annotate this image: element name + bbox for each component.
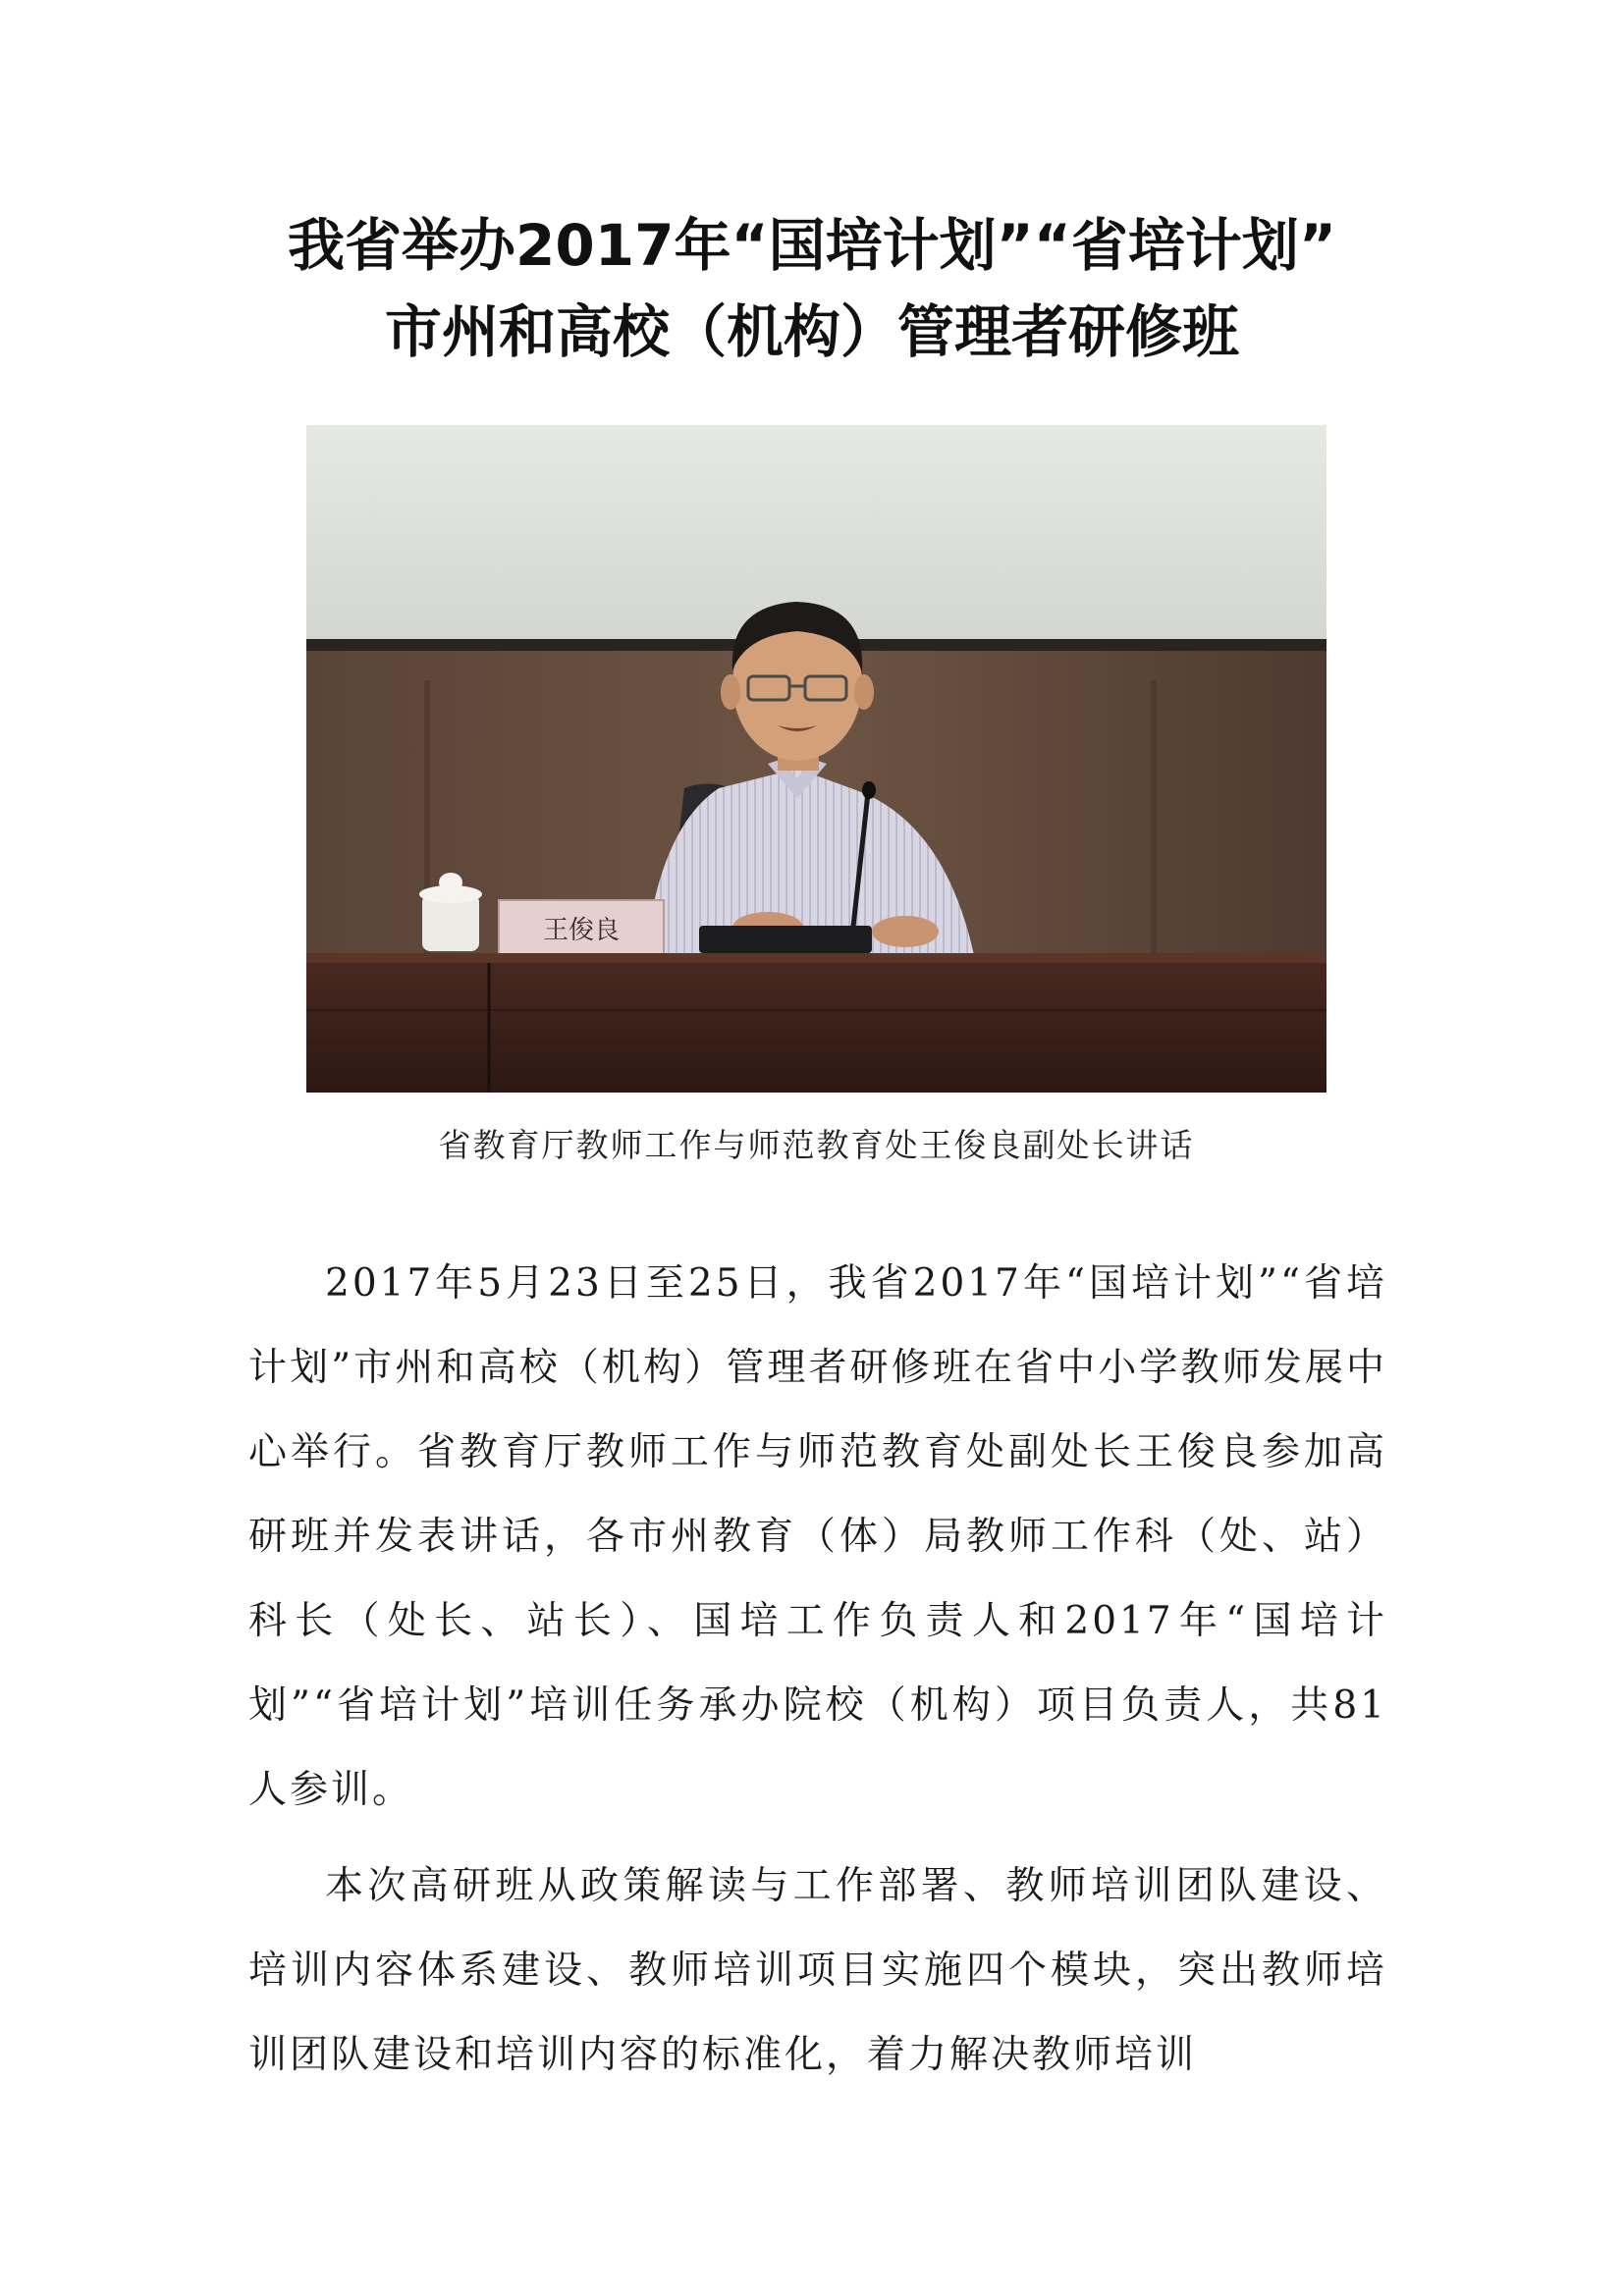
paragraph: 2017年5月23日至25日，我省2017年“国培计划”“省培计划”市州和高校（机构）管理者研修班在省中小学教师发展中心举行。省教育厅教师工作与师范教育处副处长王俊良参加高研班并发表讲话，各市州教育（体）局教师工作科（处、站）科长（处长、站长）、国培工作负责人和2017年“国培计划”“省培计划”培训任务承办院校（机构）项目负责人，共81人参训。 (248, 1261, 1387, 1812)
article-body (248, 1242, 1387, 2098)
title-line-1: 我省举办2017年“国培计划”“省培计划” (288, 212, 1336, 279)
title-line-2: 市州和高校（机构）管理者研修班 (384, 298, 1239, 365)
nameplate-text: 王俊良 (542, 916, 621, 945)
photo-caption: 省教育厅教师工作与师范教育处王俊良副处长讲话 (438, 1126, 1195, 1164)
speaker-photo (306, 425, 1326, 1093)
paragraph: 本次高研班从政策解读与工作部署、教师培训团队建设、培训内容体系建设、教师培训项目实施四个模块，突出教师培训团队建设和培训内容的标准化，着力解决教师培训 (248, 1864, 1387, 2077)
